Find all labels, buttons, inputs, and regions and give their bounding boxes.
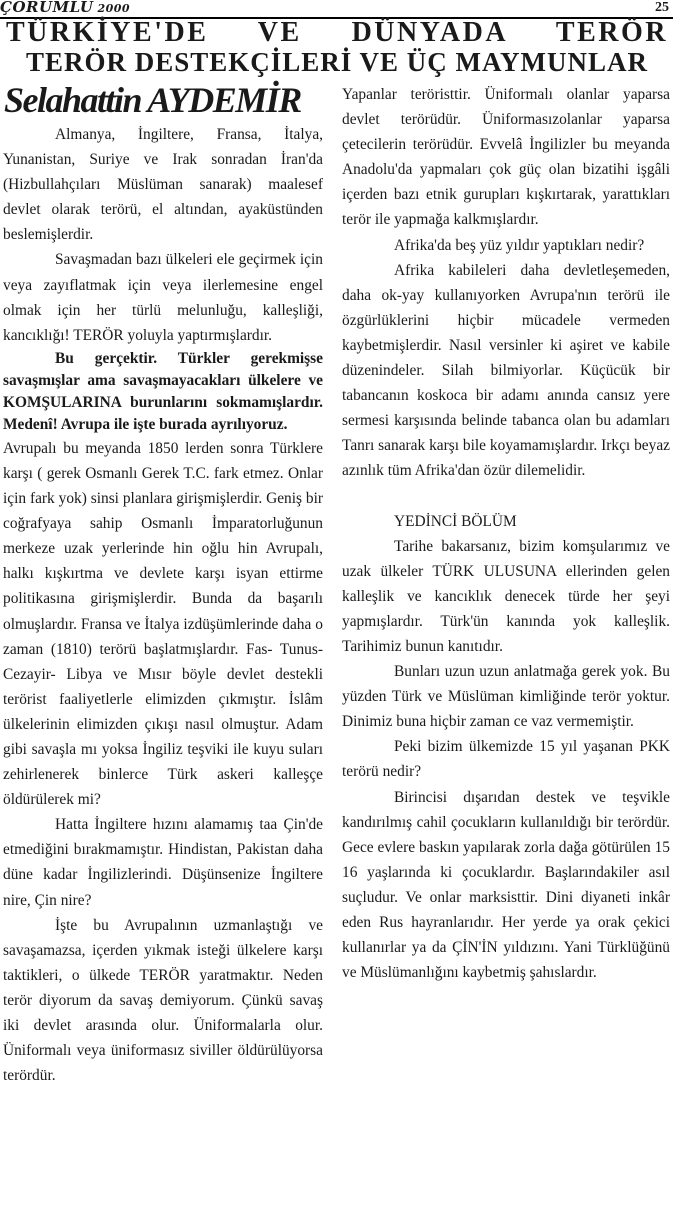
section-spacer [342, 484, 670, 509]
magazine-year: 2000 [97, 2, 131, 15]
paragraph: Birincisi dışarıdan destek ve teşvikle kandırılmış cahil çocukların kullanıldığı bir terördür. Gece evlere baskın yapılarak zorla dağa götürülen 15 16 yaşlarında ki çocuklardır. Başlarındakiler asıl suçludur. Ve onlar marksisttir. Dini diyaneti inkâr eden Rus hayranlarıdır. Her yerde ya orak çekici kullanırlar ya da ÇİN'İN yıldızını. Yani Türklüğünü ve Müslümanlığını kaybetmiş şahıslardır. [342, 788, 670, 982]
section-heading: YEDİNCİ BÖLÜM [394, 512, 517, 530]
paragraph: Savaşmadan bazı ülkeleri ele geçirmek için veya zayıflatmak için veya ilerlemesine engel olmak için her türlü melunluğu, kalleşliği, kancıklığı! TERÖR yoluyla yaptırmışlardır. [3, 251, 323, 344]
bold-paragraph: Bu gerçektir. Türkler gerekmişse savaşmışlar ama savaşmayacakları ülkelere ve KOMŞULARINA burunlarını sokmamışlardır. Medenî! Avrupa ile işte burada ayrılıyoruz. [3, 349, 323, 433]
paragraph: Yapanlar teröristtir. Üniformalı olanlar yaparsa devlet terörüdür. Üniformasızolanlar yaparsa çetecilerin terörüdür. Evvelâ İngilizler bu meyanda Anadolu'da yapmaları çok güç olan bizatihi işgâli içerden bazı etnik gurupları kışkırtarak, yarattıkları terör ile yapmağa kalkmışlardır. [342, 86, 670, 229]
paragraph: Bunları uzun uzun anlatmağa gerek yok. Bu yüzden Türk ve Müslüman kimliğinde terör yoktur. Dinimiz buna hiçbir zaman ce vaz vermemiştir. [342, 663, 670, 731]
author-name: Selahattin AYDEMİR [4, 80, 301, 120]
paragraph: Afrika'da beş yüz yıldır yaptıkları nedir? [394, 236, 645, 254]
article-title-line-2: TERÖR DESTEKÇİLERİ VE ÜÇ MAYMUNLAR [25, 47, 649, 77]
paragraph: Peki bizim ülkemizde 15 yıl yaşanan PKK terörü nedir? [342, 738, 670, 781]
paragraph: Hatta İngiltere hızını alamamış taa Çin'de etmediğini bırakmamıştır. Hindistan, Pakistan daha düne kadar İngilizlerindi. Düşünsenize İngiltere nire, Çin nire? [3, 816, 323, 909]
paragraph: İşte bu Avrupalının uzmanlaştığı ve savaşamazsa, içerden yıkmak isteği ülkelere karşı taktikleri, o ülkede TERÖR yaratmaktır. Neden terör diyorum da savaş demiyorum. Çünkü savaş iki devlet arasında olur. Üniformalarla olur. Üniformalı veya üniformasız siviller öldürülüyorsa terördür. [3, 916, 323, 1085]
paragraph: Tarihe bakarsanız, bizim komşularımız ve uzak ülkeler TÜRK ULUSUNA ellerinden gelen kalleşlik ve kancıklık denecek türde her şeyi yapmışlardır. Türk'ün kanında yok kalleşlik. Tarihimiz bunun kanıtıdır. [342, 537, 670, 655]
page-header [0, 0, 673, 18]
paragraph: Avrupalı bu meyanda 1850 lerden sonra Türklere karşı ( gerek Osmanlı Gerek T.C. fark etmez. Onlar için fark yok) sinsi planlara girişmişlerdir. Geniş bir coğrafyaya sahip Osmanlı İmparatorluğunun merkeze uzak yerlerinde hin oğlu hin Avrupalı, halkı kışkırtma ve devlete karşı isyan ettirme politikasına girişmişlerdir. Bunda da başarılı olmuşlardır. Fransa ve İtalya izdüşümlerinde daha o zaman (1810) terörü başlatmışlardır. Fas- Tunus- Cezayir- Libya ve Mısır böyle devlet destekli terörist faaliyetlerle elimizden çıkmıştır. İslâm ülkelerinin elimizden çıkışı nasıl olmuştur. Adam gibi savaşla mı yoksa İngiliz teşviki ile kuyu suları zehirlenerek binlerce Türk askeri kalleşçe öldürülerek mi? [3, 439, 323, 809]
right-column [342, 82, 670, 985]
paragraph: Almanya, İngiltere, Fransa, İtalya, Yunanistan, Suriye ve Irak sonradan İran'da (Hizbullahçıları Müslüman sanarak) maalesef devlet olarak terörü, el altından, ayaküstünden beslemişlerdir. [3, 126, 323, 244]
article-title-line-1: TÜRKİYE'DE VE DÜNYADA TERÖR [6, 17, 668, 48]
left-column [3, 122, 323, 1088]
paragraph: Afrika kabileleri daha devletleşemeden, daha ok-yay kullanıyorken Avrupa'nın terörü ile özgürlüklerini hiçbir mücadele vermeden kaybetmişlerdir. Nasıl versinler ki aşiret ve kabile düzenindeler. Silah bilmiyorlar. Küçücük bir tabancanın koskoca bir adamı anında cansız yere sermesi karşısında belinde tabanca olan bu adamları Tanrı sanarak karşı bile koyamamışlardır. Irkçı beyaz azınlık tüm Afrika'dan özür dilemelidir. [342, 261, 670, 480]
page-number: 25 [655, 0, 669, 15]
magazine-name: ÇORUMLU [0, 0, 94, 16]
magazine-logo [0, 0, 130, 16]
